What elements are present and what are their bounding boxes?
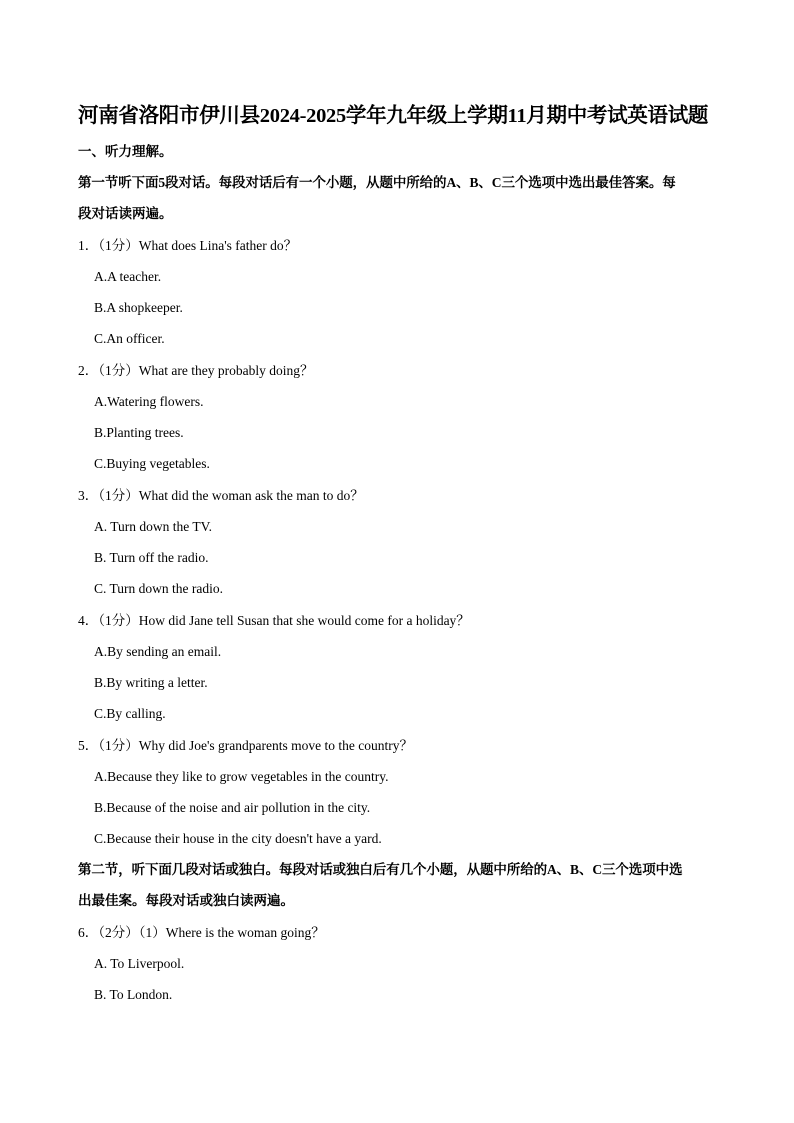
section2-instructions-line1: 第二节，听下面几段对话或独白。每段对话或独白后有几个小题，从题中所给的A、B、C三个选项中选 [78,862,683,877]
question-3-option-b: B. Turn off the radio. [94,550,209,565]
question-4-stem: 4．（1分）How did Jane tell Susan that she would come for a holiday？ [78,613,470,628]
section1-instructions-line2: 段对话读两遍。 [78,206,173,221]
question-2-stem: 2．（1分）What are they probably doing？ [78,363,314,378]
question-3-option-c: C. Turn down the radio. [94,581,224,596]
question-5-option-a: A.Because they like to grow vegetables in the country. [94,769,389,784]
question-6-option-a: A. To Liverpool. [94,956,185,971]
section2-instructions-line2: 出最佳案。每段对话或独白读两遍。 [78,893,294,908]
question-4-option-a: A.By sending an email. [94,644,222,659]
question-5-stem: 5．（1分）Why did Joe's grandparents move to the country？ [78,738,413,753]
part1-heading: 一、听力理解。 [78,144,173,159]
question-1-option-a: A.A teacher. [94,269,162,284]
question-6-stem: 6．（2分）（1）Where is the woman going？ [78,925,325,940]
question-3-option-a: A. Turn down the TV. [94,519,213,534]
question-1-option-b: B.A shopkeeper. [94,300,183,315]
page-title: 河南省洛阳市伊川县2024-2025学年九年级上学期11月期中考试英语试题 [78,105,709,127]
question-4-option-c: C.By calling. [94,706,166,721]
section1-instructions-line1: 第一节听下面5段对话。每段对话后有一个小题，从题中所给的A、B、C三个选项中选出最佳答案。每 [78,175,676,190]
question-2-option-c: C.Buying vegetables. [94,456,210,471]
question-3-stem: 3．（1分）What did the woman ask the man to do？ [78,488,364,503]
question-2-option-b: B.Planting trees. [94,425,184,440]
question-6-option-b: B. To London. [94,987,173,1002]
question-1-option-c: C.An officer. [94,331,165,346]
question-4-option-b: B.By writing a letter. [94,675,208,690]
question-1-stem: 1．（1分）What does Lina's father do？ [78,238,298,253]
question-5-option-c: C.Because their house in the city doesn't have a yard. [94,831,382,846]
question-5-option-b: B.Because of the noise and air pollution in the city. [94,800,371,815]
question-2-option-a: A.Watering flowers. [94,394,204,409]
